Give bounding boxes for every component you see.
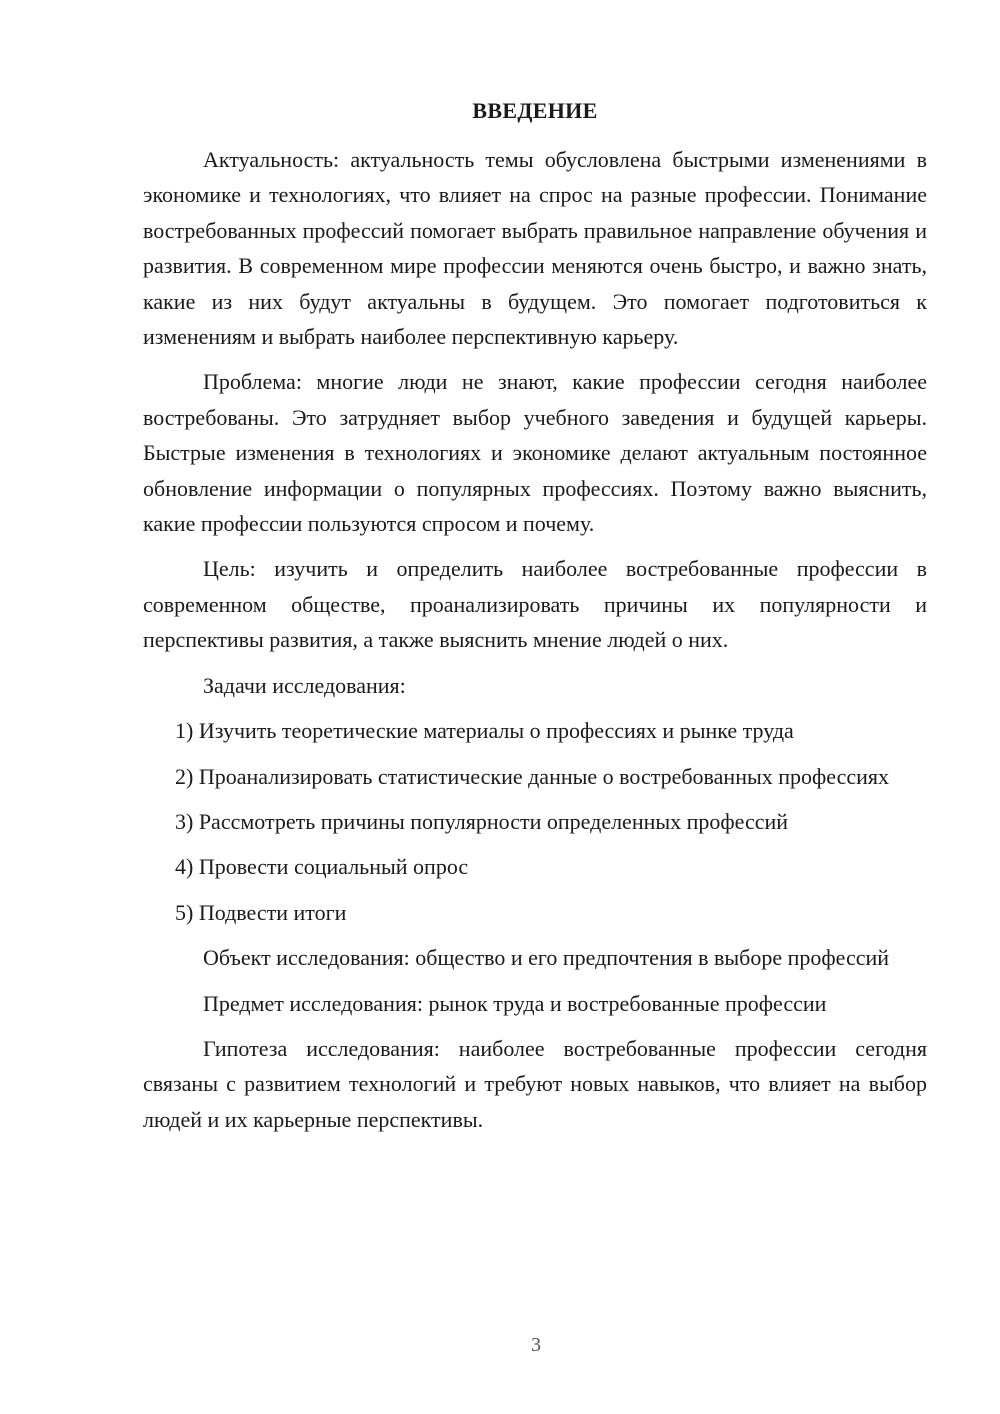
task-item: 1) Изучить теоретические материалы о профессиях и рынке труда <box>175 718 794 744</box>
task-item: 3) Рассмотреть причины популярности определенных профессий <box>175 808 789 834</box>
task-item: 2) Проанализировать статистические данные о востребованных профессиях <box>175 763 890 789</box>
page-title: ВВЕДЕНИЕ <box>472 98 598 123</box>
paragraph-relevance: Актуальность: актуальность темы обусловлена быстрыми изменениями в экономике и технологиях, что влияет на спрос на разные профессии. Понимание востребованных профессий помогает выбрать правильное направление обучения и развития. В современном мире профессии меняются очень быстро, и важно знать, какие из них будут актуальны в будущем. Это помогает подготовиться к изменениям и выбрать наиболее перспективную карьеру. <box>143 147 927 350</box>
page-number: 3 <box>531 1334 541 1356</box>
paragraph-goal: Цель: изучить и определить наиболее востребованные профессии в современном обществе, проанализировать причины их популярности и перспективы развития, а также выяснить мнение людей о них. <box>143 556 927 653</box>
paragraph-hypothesis: Гипотеза исследования: наиболее востребованные профессии сегодня связаны с развитием технологий и требуют новых навыков, что влияет на выбор людей и их карьерные перспективы. <box>143 1035 927 1132</box>
document-page <box>143 96 927 1147</box>
tasks-heading: Задачи исследования: <box>203 672 406 698</box>
task-item: 4) Провести социальный опрос <box>175 854 469 880</box>
paragraph-subject: Предмет исследования: рынок труда и востребованные профессии <box>203 990 827 1016</box>
paragraph-problem: Проблема: многие люди не знают, какие профессии сегодня наиболее востребованы. Это затрудняет выбор учебного заведения и будущей карьеры. Быстрые изменения в технологиях и экономике делают актуальным постоянное обновление информации о популярных профессиях. Поэтому важно выяснить, какие профессии пользуются спросом и почему. <box>143 369 927 537</box>
task-item: 5) Подвести итоги <box>175 899 347 925</box>
paragraph-object: Объект исследования: общество и его предпочтения в выборе профессий <box>203 945 890 971</box>
